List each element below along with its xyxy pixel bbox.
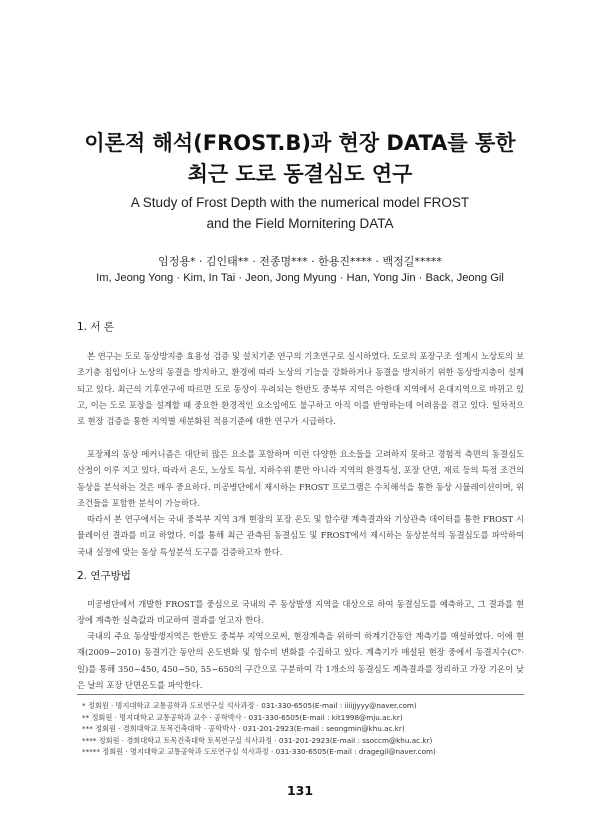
section-heading-introduction: 1. 서 론	[77, 321, 114, 333]
intro-paragraph-1: 본 연구는 도로 동상방지층 효용성 검증 및 설치기준 연구의 기초연구로 실시하였다. 도로의 포장구조 설계시 노상토의 보조기층 침입이나 노상의 동결을 방지하고, 환경에 따라 노상의 기능을 강화하거나 동결을 방지하기 위한 동상방지층이 설계되고 있다. 최근의 기후연구에 따르면 도로 동상이 우려되는 한반도 중북부 지역은 아한대 지역에서 온대지역으로 바뀌고 있고, 이는 도로 포장을 설계할 때 중요한 환경적인 요소임에도 불구하고 아직 이를 반영하는데 어려움을 겪고 있다. 일차적으로 현장 검증을 통한 지역별 세분화된 적용기준에 대한 연구가 시급하다.	[77, 351, 524, 427]
footnote-4: **** 정회원 · 경희대학교 토목건축대학 토목연구실 석사과정 · 031-201-2923(E-mail : ssoccm@khu.ac.kr)	[82, 735, 433, 745]
paper-title-line-1: 이론적 해석(FROST.B)과 현장 DATA를 통한	[84, 131, 516, 155]
intro-paragraph-3: 따라서 본 연구에서는 국내 중북부 지역 3개 현장의 포장 온도 및 함수량 계측결과와 기상관측 데이터를 통한 FROST 시뮬레이션 결과를 비교 하였다. 이를 통해 최근 관측된 동결심도 및 FROST에서 제시하는 동상분석의 동결심도를 파악하여 국내 실정에 맞는 동상 특성분석 도구를 검증하고자 한다.	[77, 514, 524, 557]
english-title-line-2: and the Field Mornitering DATA	[206, 216, 394, 231]
authors-korean: 임정용* · 김인태** · 전종명*** · 한용진**** · 백정길*****	[158, 255, 442, 268]
footnote-3: *** 정회원 · 경희대학교 토목건축대학 · 공학박사 · 031-201-2923(E-mail : seongmin@khu.ac.kr)	[82, 724, 405, 733]
methods-paragraph-1: 미공병단에서 개발한 FROST를 중심으로 국내의 주 동상발생 지역을 대상으로 하여 동결심도를 예측하고, 그 결과를 현장에 계측한 실측값과 비교하여 결과를 얻고자 한다.	[77, 599, 524, 626]
footnote-2: ** 정회원 · 명지대학교 교통공학과 교수 · 공학박사 · 031-330-6505(E-mail : kit1998@mju.ac.kr)	[82, 712, 403, 722]
footnote-divider	[77, 694, 524, 695]
english-title-line-1: A Study of Frost Depth with the numerical model FROST	[130, 195, 470, 210]
footnotes	[82, 700, 522, 758]
intro-paragraph-2: 포장체의 동상 메커니즘은 대단히 많은 요소를 포함하며 이런 다양한 요소들을 고려하지 못하고 경험적 측면의 동결심도 산정이 이루 지고 있다. 따라서 온도, 노상토 특성, 지하수위 뿐만 아니라 지역의 환경특성, 포장 단면, 재료 등의 특정 조건의 동상을 분석하는 것은 매우 중요하다. 미공병단에서 제시하는 FROST 프로그램은 수치해석을 통한 동상 시뮬레이션이며, 위 조건들을 포함한 분석이 가능하다.	[77, 449, 524, 508]
paper-title-line-2: 최근 도로 동결심도 연구	[187, 162, 413, 186]
footnote-5: ***** 정회원 · 명지대학교 교통공학과 도로연구실 석사과정 · 031-330-6505(E-mail : dragegil@naver.com)	[82, 747, 436, 756]
section-heading-methods: 2. 연구방법	[77, 570, 131, 582]
page-number: 131	[286, 783, 314, 798]
footnote-1: * 정회원 · 명지대학교 교통공학과 도로연구실 석사과정 · 031-330-6505(E-mail : iiiijjyyy@naver.com)	[82, 701, 417, 710]
authors-english: Im, Jeong Yong · Kim, In Tai · Jeon, Jong Myung · Han, Yong Jin · Back, Jeong Gil	[96, 272, 504, 284]
methods-paragraph-2: 국내의 주요 동상발생지역은 한반도 중북부 지역으로써, 현장계측을 위하여 하계기간동안 계측기를 매설하였다. 이에 현재(2009~2010) 동결기간 동안의 온도변화 및 함수비 변화를 수집하고 있다. 계측기가 매설된 현장 중에서 동결지수(C°·일)를 통해 350~450, 450~50, 55~650의 구간으로 구분하여 각 1개소의 동결심도 계측결과를 정리하고 가장 기온이 낮은 날의 포장 단면온도를 파악한다.	[77, 631, 524, 690]
